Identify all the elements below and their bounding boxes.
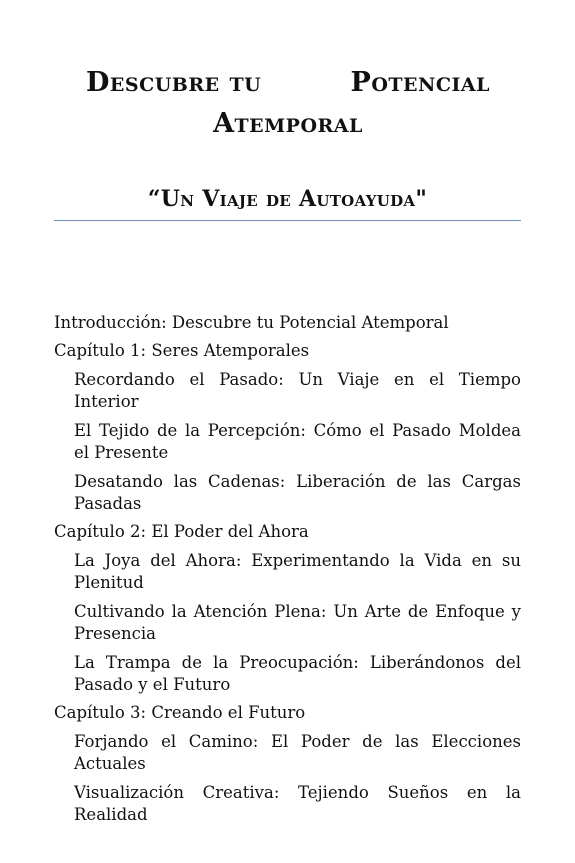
toc-section: Recordando el Pasado: Un Viaje en el Tiempo Interior [74,370,521,411]
book-title [86,62,490,144]
book-title-line-2: Atemporal [213,108,363,139]
book-title-word-right: Potencial [350,67,490,98]
toc-section: La Joya del Ahora: Experimentando la Vida en su Plenitud [74,551,521,592]
book-title-word-left: Descubre tu [86,67,262,98]
toc-section: El Tejido de la Percepción: Cómo el Pasado Moldea el Presente [74,421,521,462]
toc-intro: Introducción: Descubre tu Potencial Atemporal [54,313,449,332]
toc-chapter-2: Capítulo 2: El Poder del Ahora [54,522,309,541]
toc-section: Visualización Creativa: Tejiendo Sueños en la Realidad [74,783,521,824]
book-subtitle: “Un Viaje de Autoayuda" [147,186,428,212]
toc-section: Desatando las Cadenas: Liberación de las Cargas Pasadas [74,472,521,513]
header-divider [54,220,521,221]
toc-section: La Trampa de la Preocupación: Liberándonos del Pasado y el Futuro [74,653,521,694]
toc-chapter-3: Capítulo 3: Creando el Futuro [54,703,306,722]
table-of-contents [54,312,521,826]
toc-section: Cultivando la Atención Plena: Un Arte de Enfoque y Presencia [74,602,521,643]
toc-chapter-1: Capítulo 1: Seres Atemporales [54,341,310,360]
toc-section: Forjando el Camino: El Poder de las Elecciones Actuales [74,732,521,773]
book-title-line-1 [86,62,490,103]
